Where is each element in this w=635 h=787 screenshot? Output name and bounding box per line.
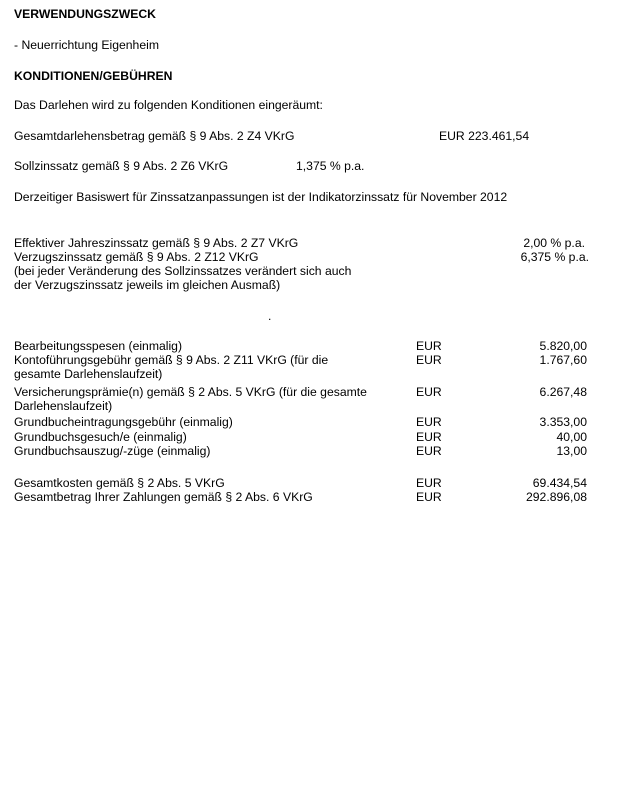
default-rate-note-2: der Verzugszinssatz jeweils im gleichen Ausmaß) [14, 278, 281, 292]
default-rate-note-1: (bei jeder Veränderung des Sollzinssatzes verändert sich auch [14, 264, 352, 278]
fee-label: Kontoführungsgebühr gemäß § 9 Abs. 2 Z11 VKrG (für die [14, 353, 329, 367]
total-currency: EUR [416, 490, 442, 504]
intro-text: Das Darlehen wird zu folgenden Konditionen eingeräumt: [14, 98, 323, 112]
loan-amount-value: EUR 223.461,54 [439, 129, 530, 143]
fee-amount: 6.267,48 [539, 385, 587, 399]
fee-currency: EUR [416, 444, 442, 458]
fee-label-continued: Darlehenslaufzeit) [14, 399, 113, 413]
effective-rate-label: Effektiver Jahreszinssatz gemäß § 9 Abs. 2 Z7 VKrG [14, 236, 299, 250]
fee-currency: EUR [416, 385, 442, 399]
conditions-heading: KONDITIONEN/GEBÜHREN [14, 69, 173, 83]
total-label: Gesamtbetrag Ihrer Zahlungen gemäß § 2 Abs. 6 VKrG [14, 490, 313, 504]
fee-label: Bearbeitungsspesen (einmalig) [14, 339, 183, 353]
fee-label-continued: gesamte Darlehenslaufzeit) [14, 367, 163, 381]
purpose-item: - Neuerrichtung Eigenheim [14, 38, 159, 52]
default-rate-label: Verzugszinssatz gemäß § 9 Abs. 2 Z12 VKrG [14, 250, 259, 264]
base-value-note: Derzeitiger Basiswert für Zinssatzanpassungen ist der Indikatorzinssatz für November 2012 [14, 190, 508, 204]
fee-currency: EUR [416, 415, 442, 429]
fee-label: Versicherungsprämie(n) gemäß § 2 Abs. 5 VKrG (für die gesamte [14, 385, 367, 399]
fee-amount: 40,00 [556, 430, 587, 444]
fee-currency: EUR [416, 353, 442, 367]
total-amount: 69.434,54 [532, 476, 587, 490]
total-currency: EUR [416, 476, 442, 490]
fee-amount: 3.353,00 [539, 415, 587, 429]
fee-amount: 5.820,00 [539, 339, 587, 353]
fee-label: Grundbuchsgesuch/e (einmalig) [14, 430, 187, 444]
fee-label: Grundbuchsauszug/-züge (einmalig) [14, 444, 211, 458]
fee-currency: EUR [416, 430, 442, 444]
total-label: Gesamtkosten gemäß § 2 Abs. 5 VKrG [14, 476, 225, 490]
debit-rate-value: 1,375 % p.a. [296, 159, 365, 173]
default-rate-value: 6,375 % p.a. [520, 250, 589, 264]
fee-currency: EUR [416, 339, 442, 353]
purpose-heading: VERWENDUNGSZWECK [14, 7, 156, 21]
effective-rate-value: 2,00 % p.a. [523, 236, 585, 250]
fee-amount: 13,00 [556, 444, 587, 458]
total-amount: 292.896,08 [526, 490, 587, 504]
fee-label: Grundbucheintragungsgebühr (einmalig) [14, 415, 233, 429]
fee-amount: 1.767,60 [539, 353, 587, 367]
loan-amount-label: Gesamtdarlehensbetrag gemäß § 9 Abs. 2 Z4 VKrG [14, 129, 295, 143]
separator-dot: . [268, 309, 272, 323]
debit-rate-label: Sollzinssatz gemäß § 9 Abs. 2 Z6 VKrG [14, 159, 229, 173]
